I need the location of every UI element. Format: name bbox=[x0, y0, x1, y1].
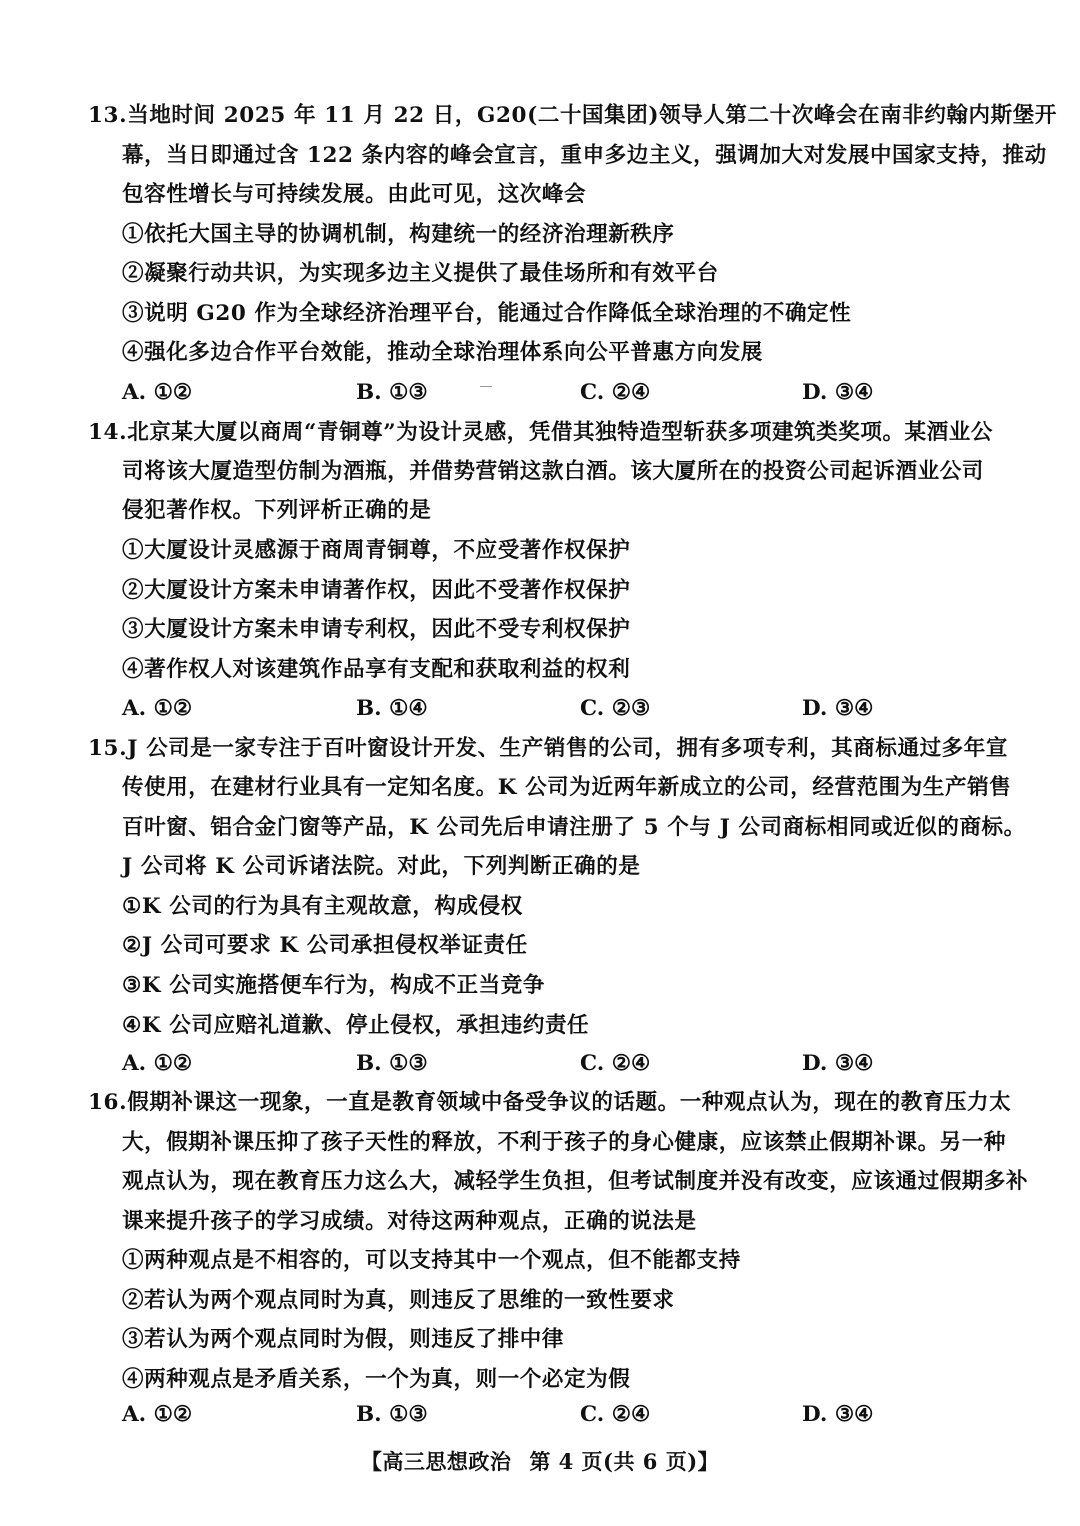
question-number: 15. bbox=[88, 736, 128, 761]
answer-choice-d: D. ③④ bbox=[802, 1402, 874, 1427]
question-number: 14. bbox=[88, 420, 128, 445]
option-statement: ④著作权人对该建筑作品享有支配和获取利益的权利 bbox=[122, 657, 631, 682]
question-stem-line bbox=[88, 734, 1008, 764]
scan-speck bbox=[480, 386, 492, 387]
answer-choice-d: D. ③④ bbox=[802, 380, 874, 405]
question-stem-line bbox=[88, 1088, 1011, 1118]
answer-choice-a: A. ①② bbox=[122, 1051, 193, 1076]
option-statement: ④两种观点是矛盾关系，一个为真，则一个必定为假 bbox=[122, 1367, 631, 1392]
answer-choice-c: C. ②③ bbox=[580, 696, 651, 721]
option-statement: ②大厦设计方案未申请著作权，因此不受著作权保护 bbox=[122, 578, 631, 603]
stem-text: J 公司是一家专注于百叶窗设计开发、生产销售的公司，拥有多项专利，其商标通过多年宣 bbox=[127, 736, 1008, 761]
question-stem-line bbox=[88, 418, 993, 448]
stem-text: 北京某大厦以商周“青铜尊”为设计灵感，凭借其独特造型斩获多项建筑类奖项。某酒业公 bbox=[127, 420, 993, 445]
option-statement: ③若认为两个观点同时为假，则违反了排中律 bbox=[122, 1327, 565, 1352]
answer-choice-c: C. ②④ bbox=[580, 380, 651, 405]
footer-subject: 【高三思想政治 bbox=[360, 1449, 512, 1474]
stem-text: 当地时间 2025 年 11 月 22 日，G20(二十国集团)领导人第二十次峰会在南非约翰内斯堡开 bbox=[127, 103, 1057, 128]
option-statement: ①两种观点是不相容的，可以支持其中一个观点，但不能都支持 bbox=[122, 1248, 741, 1273]
question-stem-line: 包容性增长与可持续发展。由此可见，这次峰会 bbox=[122, 182, 587, 207]
question-stem-line: 司将该大厦造型仿制为酒瓶，并借势营销这款白酒。该大厦所在的投资公司起诉酒业公司 bbox=[122, 459, 984, 484]
option-statement: ③说明 G20 作为全球经济治理平台，能通过合作降低全球治理的不确定性 bbox=[122, 301, 852, 326]
option-statement: ②若认为两个观点同时为真，则违反了思维的一致性要求 bbox=[122, 1288, 675, 1313]
answer-choice-b: B. ①③ bbox=[356, 1402, 428, 1427]
option-statement: ①依托大国主导的协调机制，构建统一的经济治理新秩序 bbox=[122, 222, 675, 247]
option-statement: ③大厦设计方案未申请专利权，因此不受专利权保护 bbox=[122, 617, 631, 642]
question-stem-line: J 公司将 K 公司诉诸法院。对此，下列判断正确的是 bbox=[122, 854, 641, 879]
answer-choice-b: B. ①④ bbox=[356, 696, 428, 721]
option-statement: ②凝聚行动共识，为实现多边主义提供了最佳场所和有效平台 bbox=[122, 261, 719, 286]
question-number: 16. bbox=[88, 1090, 128, 1115]
option-statement: ④K 公司应赔礼道歉、停止侵权，承担违约责任 bbox=[122, 1013, 590, 1038]
answer-choice-a: A. ①② bbox=[122, 1402, 193, 1427]
stem-text: 假期补课这一现象，一直是教育领域中备受争议的话题。一种观点认为，现在的教育压力太 bbox=[127, 1090, 1012, 1115]
option-statement: ③K 公司实施搭便车行为，构成不正当竞争 bbox=[122, 973, 545, 998]
footer-page-number: 第 4 页(共 6 页)】 bbox=[529, 1449, 720, 1474]
question-stem-line: 幕，当日即通过含 122 条内容的峰会宣言，重申多边主义，强调加大对发展中国家支持，推动 bbox=[122, 143, 1047, 168]
question-stem-line: 传使用，在建材行业具有一定知名度。K 公司为近两年新成立的公司，经营范围为生产销售 bbox=[122, 775, 1012, 800]
question-stem-line: 课来提升孩子的学习成绩。对待这两种观点，正确的说法是 bbox=[122, 1209, 697, 1234]
answer-choice-d: D. ③④ bbox=[802, 1051, 874, 1076]
page-footer bbox=[0, 1446, 1080, 1476]
question-stem-line: 侵犯著作权。下列评析正确的是 bbox=[122, 498, 432, 523]
option-statement: ①大厦设计灵感源于商周青铜尊，不应受著作权保护 bbox=[122, 538, 631, 563]
question-stem-line: 百叶窗、铝合金门窗等产品，K 公司先后申请注册了 5 个与 J 公司商标相同或近似的商标。 bbox=[122, 815, 1026, 840]
answer-choice-a: A. ①② bbox=[122, 696, 193, 721]
question-stem-line bbox=[88, 101, 1057, 131]
question-stem-line: 大，假期补课压抑了孩子天性的释放，不利于孩子的身心健康，应该禁止假期补课。另一种 bbox=[122, 1130, 1007, 1155]
option-statement: ④强化多边合作平台效能，推动全球治理体系向公平普惠方向发展 bbox=[122, 340, 763, 365]
option-statement: ①K 公司的行为具有主观故意，构成侵权 bbox=[122, 894, 523, 919]
answer-choice-b: B. ①③ bbox=[356, 1051, 428, 1076]
answer-choice-a: A. ①② bbox=[122, 380, 193, 405]
question-number: 13. bbox=[88, 103, 128, 128]
answer-choice-c: C. ②④ bbox=[580, 1051, 651, 1076]
question-stem-line: 观点认为，现在教育压力这么大，减轻学生负担，但考试制度并没有改变，应该通过假期多补 bbox=[122, 1169, 1029, 1194]
answer-choice-b: B. ①③ bbox=[356, 380, 428, 405]
answer-choice-d: D. ③④ bbox=[802, 696, 874, 721]
option-statement: ②J 公司可要求 K 公司承担侵权举证责任 bbox=[122, 933, 528, 958]
answer-choice-c: C. ②④ bbox=[580, 1402, 651, 1427]
